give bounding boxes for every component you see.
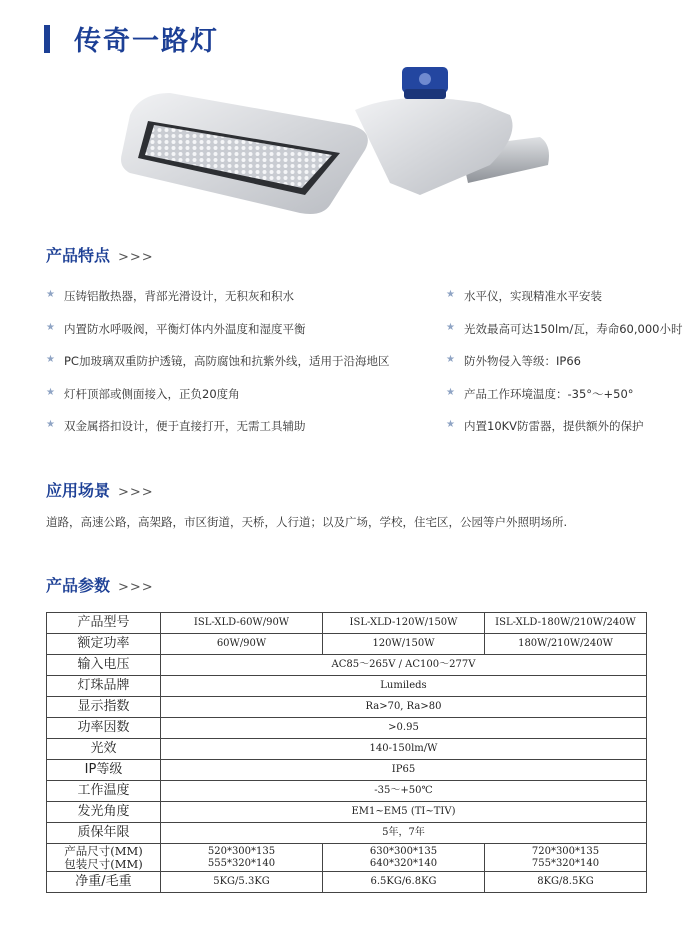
- cell-value: 180W/210W/240W: [485, 634, 647, 655]
- cell-value: ISL-XLD-120W/150W: [323, 613, 485, 634]
- size-label-package: 包装尺寸(MM): [64, 856, 143, 871]
- table-row: [47, 872, 647, 893]
- cell-value: 140-150lm/W: [161, 739, 647, 760]
- cell-value: [485, 844, 647, 872]
- star-icon: ★: [446, 289, 455, 300]
- title-accent-bar: [44, 25, 50, 53]
- table-row: [47, 718, 647, 739]
- scenes-heading-text: 应用场景: [46, 481, 111, 500]
- params-heading: [46, 573, 154, 596]
- feature-item: [446, 353, 696, 386]
- cell-value: [161, 844, 323, 872]
- cell-value: Ra>70, Ra>80: [161, 697, 647, 718]
- row-label: 产品型号: [47, 613, 161, 634]
- table-row: [47, 781, 647, 802]
- cell-value: 6.5KG/6.8KG: [323, 872, 485, 893]
- row-label: 发光角度: [47, 802, 161, 823]
- size-product: 630*300*135: [369, 845, 438, 857]
- table-row: [47, 760, 647, 781]
- cell-value: ISL-XLD-180W/210W/240W: [485, 613, 647, 634]
- feature-text: 压铸铝散热器，背部光滑设计，无积灰和积水: [64, 289, 294, 303]
- row-label: IP等级: [47, 760, 161, 781]
- table-row: [47, 655, 647, 676]
- table-row: [47, 613, 647, 634]
- feature-text: 产品工作环境温度：-35°～+50°: [464, 386, 634, 401]
- cell-value: [323, 844, 485, 872]
- table-row: [47, 802, 647, 823]
- cell-value: AC85～265V / AC100～277V: [161, 655, 647, 676]
- feature-item: [446, 386, 696, 419]
- feature-text: 双金属搭扣设计，便于直接打开，无需工具辅助: [64, 419, 306, 433]
- feature-text: 水平仪，实现精准水平安装: [464, 289, 602, 303]
- row-label: 额定功率: [47, 634, 161, 655]
- row-label: 输入电压: [47, 655, 161, 676]
- cell-value: IP65: [161, 760, 647, 781]
- size-package: 555*320*140: [207, 857, 276, 869]
- cell-value: ISL-XLD-60W/90W: [161, 613, 323, 634]
- feature-item: [46, 288, 446, 321]
- street-light-image: [100, 55, 570, 225]
- params-arrows: >>>: [118, 580, 154, 595]
- feature-text: 灯杆顶部或侧面接入，正负20度角: [64, 386, 240, 401]
- size-label-product: 产品尺寸(MM): [64, 843, 143, 858]
- cell-value: -35～+50℃: [161, 781, 647, 802]
- row-label: 灯珠品牌: [47, 676, 161, 697]
- features-heading-text: 产品特点: [46, 246, 111, 265]
- size-package: 640*320*140: [369, 857, 438, 869]
- features-left-column: [46, 288, 446, 451]
- feature-item: [446, 288, 696, 321]
- cell-value: >0.95: [161, 718, 647, 739]
- cell-value: 5KG/5.3KG: [161, 872, 323, 893]
- table-row: [47, 739, 647, 760]
- scenes-heading: [46, 478, 154, 501]
- row-label: [47, 844, 161, 872]
- params-table: [46, 612, 647, 893]
- size-package: 755*320*140: [531, 857, 600, 869]
- star-icon: ★: [46, 321, 55, 333]
- star-icon: ★: [46, 289, 55, 300]
- table-row: [47, 634, 647, 655]
- table-row: [47, 676, 647, 697]
- star-icon: ★: [46, 419, 55, 430]
- row-label: 光效: [47, 739, 161, 760]
- table-row: [47, 697, 647, 718]
- table-row: [47, 844, 647, 872]
- cell-value: 60W/90W: [161, 634, 323, 655]
- size-product: 720*300*135: [531, 845, 600, 857]
- row-label: 净重/毛重: [47, 872, 161, 893]
- table-row: [47, 823, 647, 844]
- row-label: 功率因数: [47, 718, 161, 739]
- row-label: 显示指数: [47, 697, 161, 718]
- feature-item: [46, 386, 446, 419]
- star-icon: ★: [446, 419, 455, 430]
- cell-value: 120W/150W: [323, 634, 485, 655]
- feature-item: [446, 418, 696, 451]
- cell-value: Lumileds: [161, 676, 647, 697]
- size-product: 520*300*135: [207, 845, 276, 857]
- feature-text: 内置10KV防雷器，提供额外的保护: [464, 419, 644, 433]
- cell-value: 8KG/8.5KG: [485, 872, 647, 893]
- page-title: 传奇一路灯: [74, 26, 219, 57]
- features-right-column: [446, 288, 696, 451]
- star-icon: ★: [46, 354, 55, 365]
- feature-item: [46, 353, 446, 386]
- star-icon: ★: [446, 321, 455, 333]
- cell-value: EM1~EM5 (TI~TIV): [161, 802, 647, 823]
- row-label: 质保年限: [47, 823, 161, 844]
- star-icon: ★: [46, 386, 55, 398]
- feature-text: 防外物侵入等级：IP66: [464, 354, 581, 368]
- params-heading-text: 产品参数: [46, 576, 111, 595]
- star-icon: ★: [446, 354, 455, 365]
- features-heading: [46, 243, 154, 266]
- scenes-arrows: >>>: [118, 485, 154, 500]
- feature-text: 内置防水呼吸阀，平衡灯体内外温度和湿度平衡: [64, 321, 306, 336]
- feature-text: PC加玻璃双重防护透镜，高防腐蚀和抗紫外线，适用于沿海地区: [64, 354, 390, 368]
- feature-text: 光效最高可达150lm/瓦，寿命60,000小时: [464, 321, 683, 336]
- features-arrows: >>>: [118, 250, 154, 265]
- cell-value: 5年，7年: [161, 823, 647, 844]
- feature-item: [446, 321, 696, 354]
- feature-item: [46, 321, 446, 354]
- feature-item: [46, 418, 446, 451]
- star-icon: ★: [446, 386, 455, 398]
- row-label: 工作温度: [47, 781, 161, 802]
- scenes-text: 道路，高速公路，高架路，市区街道，天桥，人行道；以及广场，学校，住宅区，公园等户外照明场所.: [46, 515, 568, 529]
